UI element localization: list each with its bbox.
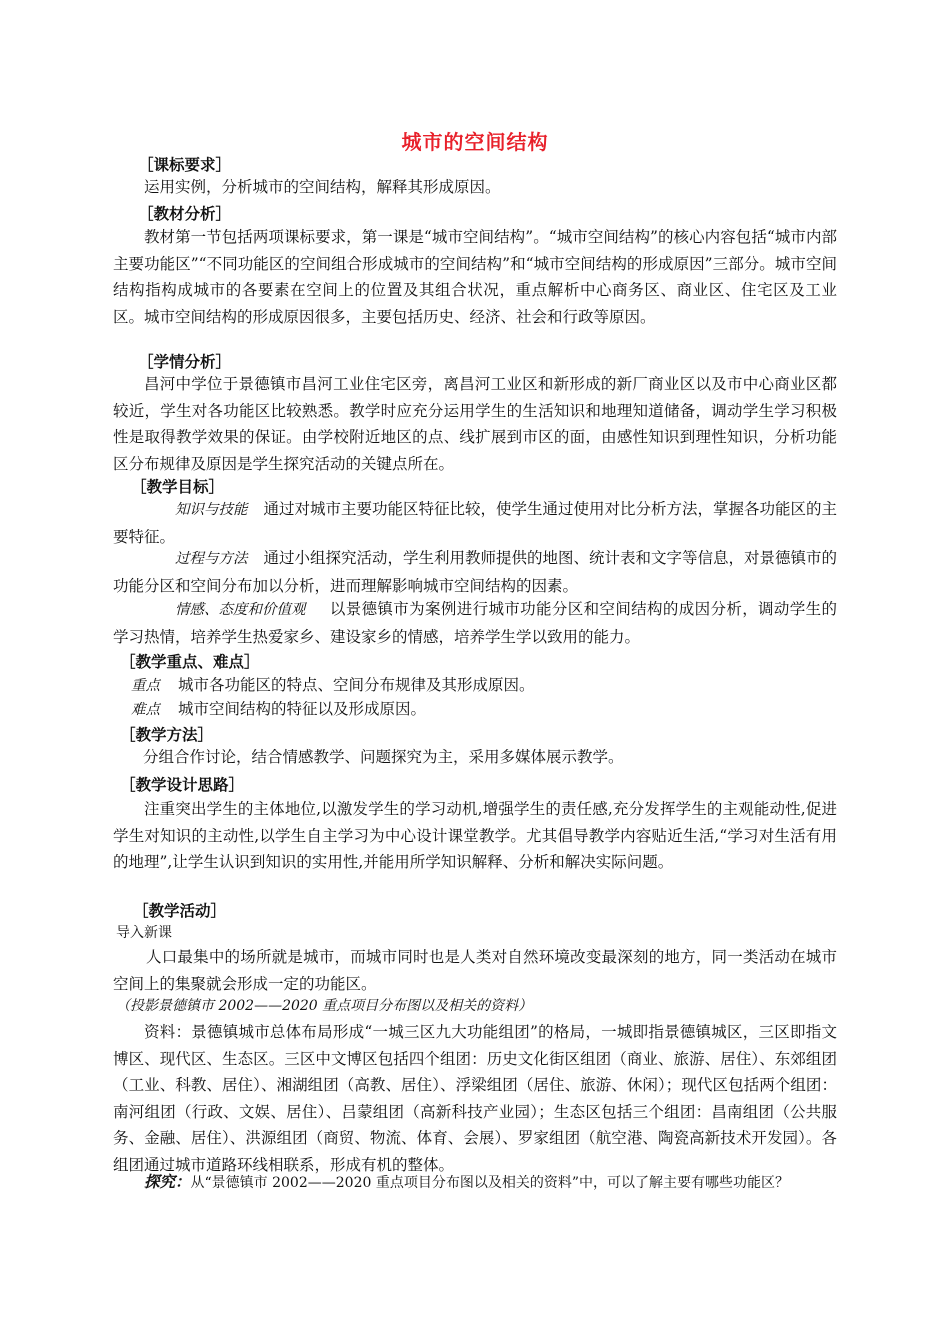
heading-mubiao: ［教学目标］ (131, 478, 225, 496)
mubiao-item-3 (113, 596, 837, 650)
heading-zhongdian: ［教学重点、难点］ (120, 653, 260, 671)
silu-text: 注重突出学生的主体地位,以激发学生的学习动机,增强学生的责任感,充分发挥学生的主观能动性,促进学生对知识的主动性,以学生自主学习为中心设计课堂教学。尤其倡导教学内容贴近生活,“学习对生活有用的地理”,让学生认识到知识的实用性,并能用所学知识解释、分析和解决实际问题。 (113, 800, 837, 871)
zhongdian-label-2: 难点 (131, 702, 160, 718)
xueqing-text: 昌河中学位于景德镇市昌河工业住宅区旁，离昌河工业区和新形成的新厂商业区以及市中心商业区都较近，学生对各功能区比较熟悉。教学时应充分运用学生的生活知识和地理知道储备，调动学生学习积极性是取得教学效果的保证。由学校附近地区的点、线扩展到市区的面，由感性知识到理性知识，分析功能区分布规律及原因是学生探究活动的关键点所在。 (113, 375, 837, 473)
huodong-projection: （投影景德镇市 2002——2020 重点项目分布图以及相关的资料） (116, 998, 533, 1014)
jiaocai-text: 教材第一节包括两项课标要求，第一课是“城市空间结构”。“城市空间结构”的核心内容包括“城市内部主要功能区”“不同功能区的空间组合形成城市的空间结构”和“城市空间结构的形成原因”三部分。城市空间结构指构成城市的各要素在空间上的位置及其组合状况，重点解析中心商务区、商业区、住宅区及工业区。城市空间结构的形成原因很多，主要包括历史、经济、社会和行政等原因。 (113, 228, 837, 326)
explore-text: 从“景德镇市 2002——2020 重点项目分布图以及相关的资料”中，可以了解主要有哪些功能区？ (190, 1175, 789, 1191)
huodong-material: 资料：景德镇城市总体布局形成“一城三区九大功能组团”的格局，一城即指景德镇城区，三区即指文博区、现代区、生态区。三区中文博区包括四个组团：历史文化街区组团（商业、旅游、居住）、东郊组团（工业、科教、居住）、湘湖组团（高教、居住）、浮梁组团（居住、旅游、休闲）；现代区包括两个组团：南河组团（行政、文娱、居住）、吕蒙组团（高新科技产业园）；生态区包括三个组团：昌南组团（公共服务、金融、居住）、洪源组团（商贸、物流、体育、会展）、罗家组团（航空港、陶瓷高新技术开发园）。各组团通过城市道路环线相联系，形成有机的整体。 (113, 1023, 837, 1174)
heading-kebiao: ［课标要求］ (138, 156, 232, 174)
mubiao-text-2: 通过小组探究活动，学生利用教师提供的地图、统计表和文字等信息，对景德镇市的功能分区和空间分布加以分析，进而理解影响城市空间结构的因素。 (113, 549, 838, 595)
mubiao-label-3: 情感、态度和价值观 (175, 602, 306, 618)
kebiao-text: 运用实例，分析城市的空间结构，解释其形成原因。 (144, 178, 501, 196)
zhongdian-text-1: 城市各功能区的特点、空间分布规律及其形成原因。 (178, 676, 535, 694)
mubiao-item-1 (113, 496, 837, 550)
page-title: 城市的空间结构 (401, 130, 549, 154)
mubiao-item-2 (113, 545, 837, 599)
huodong-sub: 导入新课 (116, 925, 172, 941)
heading-silu: ［教学设计思路］ (120, 776, 245, 794)
huodong-explore (113, 1169, 837, 1197)
mubiao-text-1: 通过对城市主要功能区特征比较，使学生通过使用对比分析方法，掌握各功能区的主要特征。 (113, 500, 838, 546)
huodong-intro: 人口最集中的场所就是城市，而城市同时也是人类对自然环境改变最深刻的地方，同一类活动在城市空间上的集聚就会形成一定的功能区。 (113, 948, 837, 993)
fangfa-text: 分组合作讨论，结合情感教学、问题探究为主，采用多媒体展示教学。 (143, 748, 624, 766)
zhongdian-text-2: 城市空间结构的特征以及形成原因。 (178, 700, 427, 718)
mubiao-label-2: 过程与方法 (175, 551, 248, 567)
zhongdian-item-2 (131, 698, 426, 721)
mubiao-label-1: 知识与技能 (175, 502, 248, 518)
mubiao-text-3: 以景德镇市为案例进行城市功能分区和空间结构的成因分析，调动学生的学习热情，培养学生热爱家乡、建设家乡的情感，培养学生学以致用的能力。 (113, 600, 837, 646)
zhongdian-item-1 (131, 674, 535, 697)
heading-huodong: ［教学活动］ (133, 902, 227, 920)
heading-xueqing: ［学情分析］ (138, 353, 232, 371)
heading-fangfa: ［教学方法］ (120, 726, 214, 744)
explore-label: 探究： (144, 1172, 191, 1191)
heading-jiaocai: ［教材分析］ (138, 205, 232, 223)
zhongdian-label-1: 重点 (131, 678, 160, 694)
